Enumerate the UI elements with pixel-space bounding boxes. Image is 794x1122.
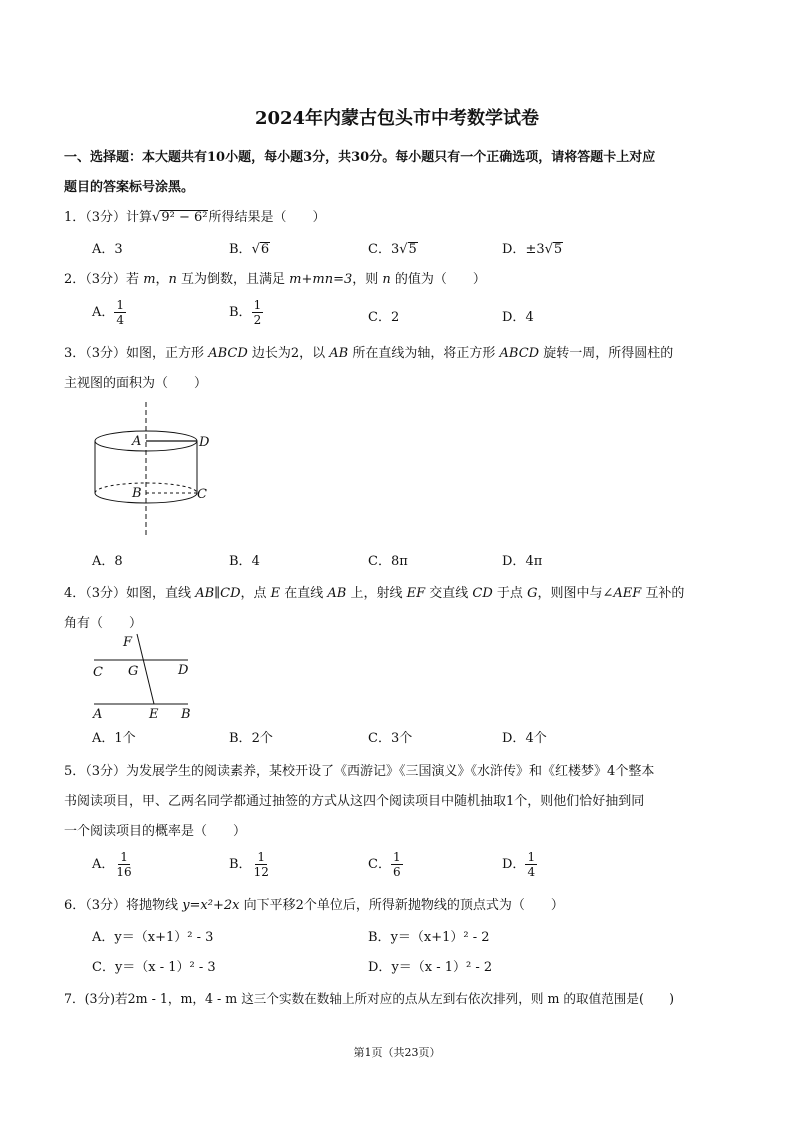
label-d: D	[178, 663, 189, 678]
q5-option-c: C． $\frac{1}{6}$	[368, 850, 401, 879]
q4-option-d: D．4个	[502, 731, 547, 746]
question-4-line1: 4．（3分）如图，直线 AB∥CD，点 E 在直线 AB 上，射线 EF 交直线 CD 于点 G，则图中与∠AEF 互补的	[64, 586, 685, 601]
parallel-lines-figure	[88, 632, 208, 720]
q4-option-b: B．2个	[229, 731, 273, 746]
q2-option-b: B． $\frac{1}{2}$	[229, 298, 262, 327]
q1-option-b: B．√6	[229, 242, 270, 257]
q6-option-a: A．y＝（x+1）² - 3	[92, 930, 214, 945]
question-3-line1: 3．（3分）如图，正方形 ABCD 边长为2，以 AB 所在直线为轴，将正方形 ABCD 旋转一周，所得圆柱的	[64, 346, 674, 361]
q6-option-c: C．y＝（x - 1）² - 3	[92, 960, 216, 975]
section-instruction-line1: 一、选择题：本大题共有10小题，每小题3分，共30分。每小题只有一个正确选项，请将答题卡上对应	[64, 150, 656, 165]
section-instruction-line2: 题目的答案标号涂黑。	[64, 180, 195, 195]
ray-ef	[137, 634, 154, 704]
label-b: B	[181, 707, 191, 720]
question-1: 1．（3分）计算√9² − 6²所得结果是（ ）	[64, 210, 326, 225]
q4-option-a: A．1个	[92, 731, 136, 746]
q1-option-c: C．3√5	[368, 242, 417, 257]
q5-option-b: B． $\frac{1}{12}$	[229, 850, 269, 879]
q3-option-d: D．4π	[502, 554, 543, 569]
question-5-line1: 5．（3分）为发展学生的阅读素养，某校开设了《西游记》《三国演义》《水浒传》和《红楼梦》4个整本	[64, 764, 655, 779]
q6-option-b: B．y＝（x+1）² - 2	[368, 930, 490, 945]
label-g: G	[128, 664, 139, 679]
q2-option-a: A． $\frac{1}{4}$	[92, 298, 125, 327]
question-3-line2: 主视图的面积为（ ）	[64, 376, 208, 391]
q5-option-d: D． $\frac{1}{4}$	[502, 850, 536, 879]
q6-option-d: D．y＝（x - 1）² - 2	[368, 960, 493, 975]
label-a: A	[93, 707, 103, 720]
label-c: C	[197, 487, 207, 502]
label-a: A	[132, 434, 142, 449]
q3-option-a: A．8	[92, 554, 123, 569]
label-f: F	[123, 635, 133, 650]
question-4-line2: 角有（ ）	[64, 616, 143, 631]
label-c: C	[93, 665, 103, 680]
question-5-line3: 一个阅读项目的概率是（ ）	[64, 824, 247, 839]
label-b: B	[132, 486, 142, 501]
q3-option-b: B．4	[229, 554, 260, 569]
q2-option-d: D．4	[502, 310, 534, 325]
q5-option-a: A． $\frac{1}{16}$	[92, 850, 132, 879]
q4-option-c: C．3个	[368, 731, 413, 746]
question-6: 6．（3分）将抛物线 y=x²+2x 向下平移2个单位后，所得新抛物线的顶点式为（ ）	[64, 898, 564, 913]
label-d: D	[199, 435, 210, 450]
question-2: 2．（3分）若 m，n 互为倒数，且满足 m+mn=3，则 n 的值为（ ）	[64, 272, 486, 287]
label-e: E	[149, 707, 159, 720]
question-7: 7．(3分)若2m - 1，m，4 - m 这三个实数在数轴上所对应的点从左到右依次排列，则 m 的取值范围是( )	[64, 991, 674, 1006]
q1-option-d: D．±3√5	[502, 242, 563, 257]
q3-option-c: C．8π	[368, 554, 408, 569]
question-5-line2: 书阅读项目，甲、乙两名同学都通过抽签的方式从这四个阅读项目中随机抽取1个，则他们恰好抽到同	[64, 794, 645, 809]
q2-option-c: C．2	[368, 310, 400, 325]
q1-option-a: A．3	[92, 242, 123, 257]
cylinder-figure	[86, 400, 216, 540]
page-footer: 第1页（共23页）	[353, 1046, 441, 1059]
exam-title: 2024年内蒙古包头市中考数学试卷	[254, 108, 540, 129]
